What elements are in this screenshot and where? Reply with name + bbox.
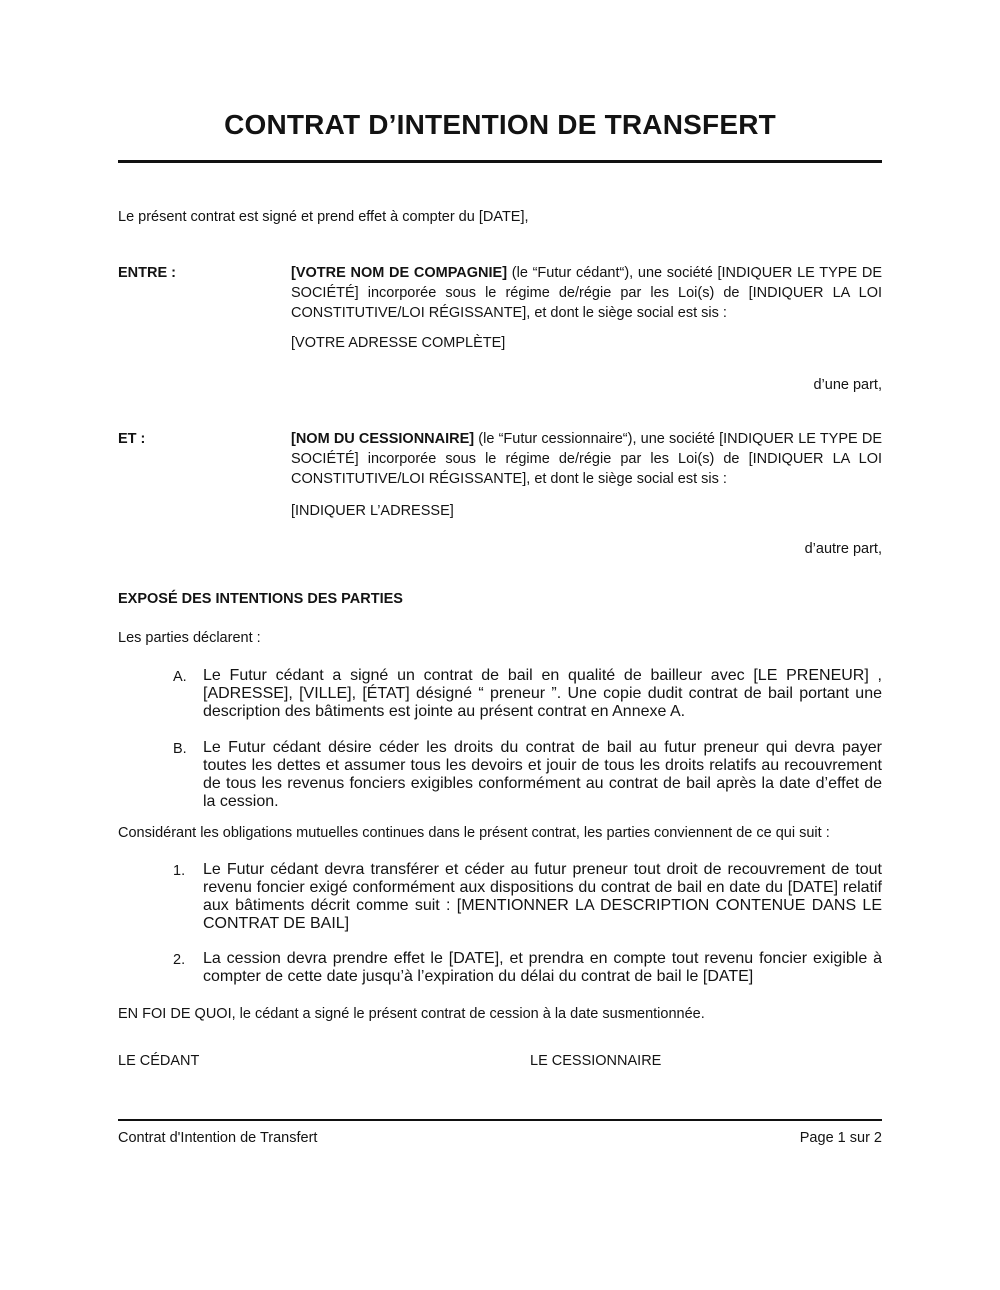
list-marker-1: 1. — [173, 863, 186, 879]
party-description-et — [291, 429, 882, 489]
intro-paragraph: Le présent contrat est signé et prend effet à compter du [DATE], — [118, 209, 529, 225]
party-section-et — [118, 429, 882, 559]
address-placeholder-et: [INDIQUER L’ADRESSE] — [291, 503, 454, 519]
declaration-item-b — [173, 739, 882, 811]
clause-text-1: Le Futur cédant devra transférer et céder au futur preneur tout droit de recouvrement de tout revenu foncier exigé conformément aux dispositions du contrat de bail en date du [DATE] relatif aux bâtiments décrit comme suit : [MENTIONNER LA DESCRIPTION CONTENUE DANS LE CONTRAT DE BAIL] — [203, 861, 882, 932]
signature-label-cedant: LE CÉDANT — [118, 1053, 200, 1069]
party-body-et — [291, 429, 882, 559]
part-designation-second: d’autre part, — [804, 541, 882, 557]
party-section-entre — [118, 263, 882, 395]
declare-intro: Les parties déclarent : — [118, 630, 261, 646]
party-description-text: (le “Futur cédant“), une société [INDIQUER LE TYPE DE SOCIÉTÉ] incorporée sous le régime de/régie par les Loi(s) de [INDIQUER LA LOI CONSTITUTIVE/LOI RÉGISSANTE], et dont le siège social est sis : — [291, 265, 882, 321]
signature-block — [118, 1051, 882, 1071]
cessionnaire-name-placeholder: [NOM DU CESSIONNAIRE] — [291, 431, 475, 447]
signature-label-cessionnaire: LE CESSIONNAIRE — [530, 1053, 662, 1069]
expose-heading: EXPOSÉ DES INTENTIONS DES PARTIES — [118, 591, 403, 607]
title-divider-rule — [118, 160, 882, 163]
clause-item-2 — [173, 950, 882, 986]
declaration-text-a: Le Futur cédant a signé un contrat de bail en qualité de bailleur avec [LE PRENEUR] , [ADRESSE], [VILLE], [ÉTAT] désigné “ preneur ”. Une copie dudit contrat de bail portant une description des bâtiments est jointe au présent contrat en Annexe A. — [203, 667, 882, 720]
footer-divider-rule — [118, 1119, 882, 1121]
declaration-item-a — [173, 667, 882, 721]
company-name-placeholder: [VOTRE NOM DE COMPAGNIE] — [291, 265, 508, 281]
party-description-entre — [291, 263, 882, 323]
part-designation-first: d’une part, — [813, 377, 882, 393]
list-marker-a: A. — [173, 669, 187, 685]
party-label-et: ET : — [118, 431, 146, 447]
witness-paragraph: EN FOI DE QUOI, le cédant a signé le présent contrat de cession à la date susmentionnée. — [118, 1006, 705, 1022]
declaration-text-b: Le Futur cédant désire céder les droits du contrat de bail au futur preneur qui devra payer toutes les dettes et assumer tous les devoirs et jouir de tous les droits relatifs au recouvrement de tous les revenus fonciers exigibles conformément au contrat de bail après la date d’effet de la cession. — [203, 739, 882, 810]
clause-text-2: La cession devra prendre effet le [DATE], et prendra en compte tout revenu foncier exigible à compter de cette date jusqu’à l’expiration du délai du contrat de bail le [DATE] — [203, 950, 882, 985]
footer-page-number: Page 1 sur 2 — [799, 1130, 882, 1146]
footer-document-name: Contrat d'Intention de Transfert — [118, 1130, 318, 1146]
considerant-paragraph: Considérant les obligations mutuelles continues dans le présent contrat, les parties conviennent de ce qui suit : — [118, 825, 830, 841]
party-description-text: (le “Futur cessionnaire“), une société [INDIQUER LE TYPE DE SOCIÉTÉ] incorporée sous le régime de/régie par les Loi(s) de [INDIQUER LA LOI CONSTITUTIVE/LOI RÉGISSANTE], et dont le siège social est sis : — [291, 431, 882, 487]
address-placeholder-entre: [VOTRE ADRESSE COMPLÈTE] — [291, 335, 506, 351]
party-body-entre — [291, 263, 882, 395]
list-marker-b: B. — [173, 741, 187, 757]
party-label-entre: ENTRE : — [118, 265, 176, 281]
document-title: CONTRAT D’INTENTION DE TRANSFERT — [224, 109, 776, 140]
clause-item-1 — [173, 861, 882, 933]
page-footer — [118, 1128, 882, 1148]
list-marker-2: 2. — [173, 952, 186, 968]
